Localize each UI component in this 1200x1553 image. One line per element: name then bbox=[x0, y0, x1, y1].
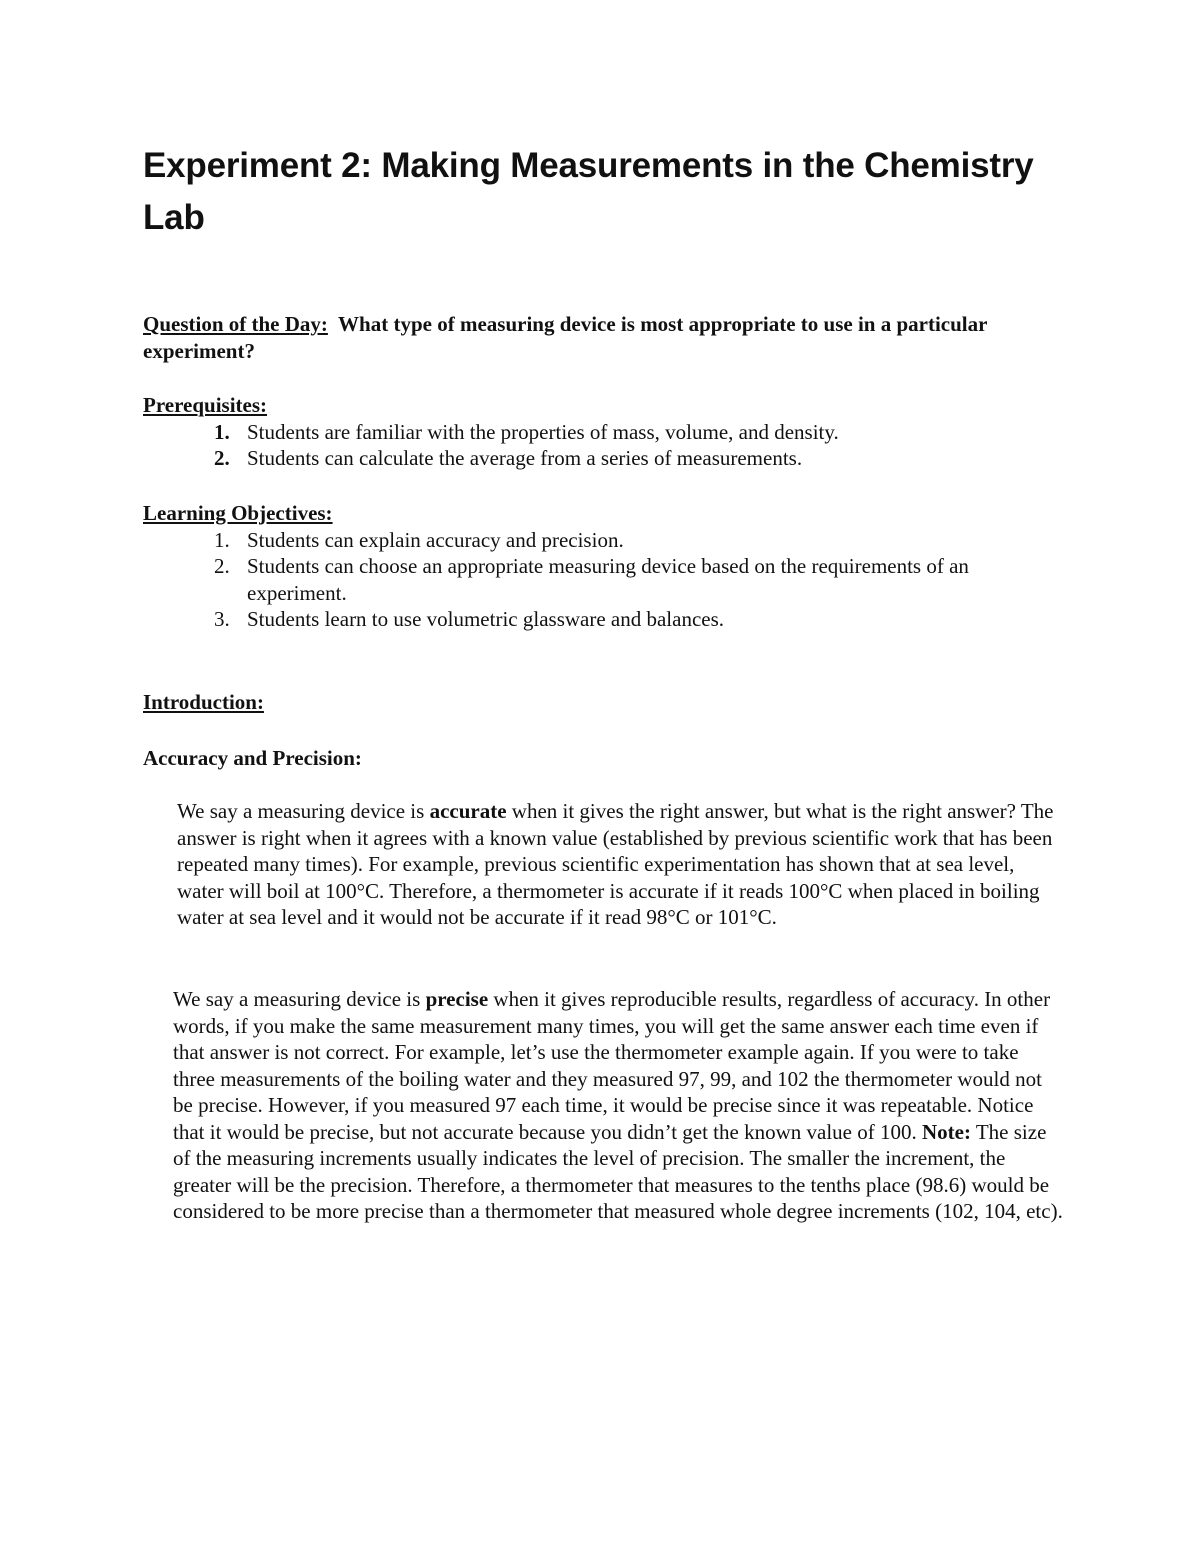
list-item-number: 1. bbox=[214, 419, 230, 444]
list-item-text: Students can choose an appropriate measuring device based on the requirements of an experiment. bbox=[247, 554, 969, 605]
list-item-text: Students can explain accuracy and precision. bbox=[247, 527, 624, 552]
term-precise: precise bbox=[425, 987, 489, 1011]
question-of-the-day bbox=[143, 311, 1063, 364]
list-item bbox=[143, 553, 1063, 606]
list-item bbox=[143, 606, 1063, 633]
question-of-the-day-text: What type of measuring device is most appropriate to use in a particular experiment? bbox=[143, 312, 988, 363]
accuracy-paragraph bbox=[143, 798, 1063, 931]
list-item bbox=[143, 527, 1063, 554]
paragraph-text: when it gives reproducible results, regardless of accuracy. In other words, if you make the same measurement many times, you will get the same answer each time even if that answer is not correct. For example, let’s use the thermometer example again. If you were to take three measurements of the boiling water and they measured 97, 99, and 102 the thermometer would not be precise. However, if you measured 97 each time, it would be precise since it was repeatable. Notice that it would be precise, but not accurate because you didn’t get the known value of 100. bbox=[173, 987, 1051, 1144]
list-item bbox=[143, 445, 1063, 472]
paragraph-text: We say a measuring device is bbox=[177, 799, 430, 823]
document-title: Experiment 2: Making Measurements in the Chemistry Lab bbox=[143, 146, 1034, 237]
prerequisites-section bbox=[143, 392, 1063, 472]
list-item-number: 1. bbox=[214, 527, 230, 552]
question-of-the-day-label: Question of the Day: bbox=[143, 312, 328, 336]
prerequisites-heading: Prerequisites: bbox=[143, 393, 268, 417]
prerequisites-list bbox=[143, 419, 1063, 472]
accuracy-precision-heading: Accuracy and Precision: bbox=[143, 746, 362, 770]
list-item-number: 3. bbox=[214, 607, 230, 631]
list-item-number: 2. bbox=[214, 554, 230, 578]
list-item-text: Students can calculate the average from a series of measurements. bbox=[247, 446, 803, 470]
list-item bbox=[143, 419, 1063, 446]
list-item-number: 2. bbox=[214, 446, 230, 470]
list-item-text: Students learn to use volumetric glassware and balances. bbox=[247, 607, 725, 631]
introduction-heading: Introduction: bbox=[143, 690, 264, 714]
term-accurate: accurate bbox=[429, 799, 507, 823]
precision-paragraph bbox=[143, 986, 1063, 1225]
note-label: Note: bbox=[921, 1119, 971, 1144]
paragraph-text: We say a measuring device is bbox=[173, 987, 426, 1011]
learning-objectives-list bbox=[143, 527, 1063, 633]
paragraph-text: The size of the measuring increments usually indicates the level of precision. The smaller the increment, the greater will be the precision. Therefore, a thermometer that measures to the tenths place (98.6) would be considered to be more precise than a thermometer that measured whole degree increments (102, 104, etc). bbox=[173, 1119, 1063, 1223]
paragraph-text: when it gives the right answer, but what is the right answer? The answer is right when it agrees with a known value (established by previous scientific work that has been repeated many times). For example, previous scientific experimentation has shown that at sea level, water will boil at 100°C. Therefore, a thermometer is accurate if it reads 100°C when placed in boiling water at sea level and it would not be accurate if it read 98°C or 101°C. bbox=[177, 799, 1054, 929]
learning-objectives-heading: Learning Objectives: bbox=[143, 501, 333, 525]
learning-objectives-section bbox=[143, 500, 1063, 633]
list-item-text: Students are familiar with the properties of mass, volume, and density. bbox=[247, 419, 839, 444]
